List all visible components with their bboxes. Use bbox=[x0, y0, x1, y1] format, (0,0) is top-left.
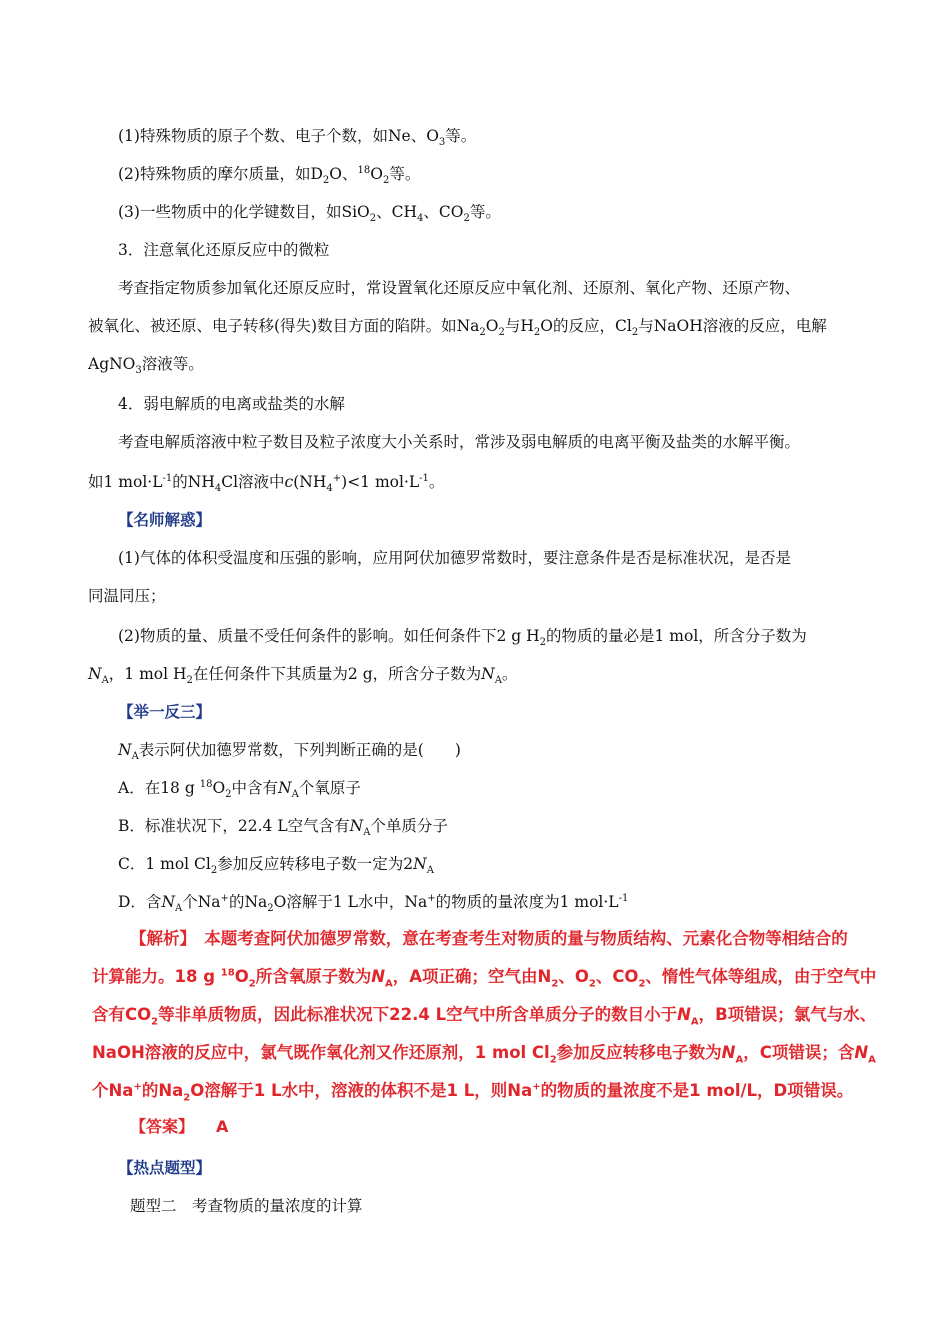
text: (3)一些物质中的化学键数目，如SiO bbox=[118, 203, 370, 221]
superscript: + bbox=[532, 1081, 541, 1093]
text: ，1 mol H bbox=[108, 665, 187, 683]
text: 等非单质物质，因此标准状况下22.4 L空气中所含单质分子的数目小于 bbox=[158, 1005, 678, 1024]
section-4-heading: 4．弱电解质的电离或盐类的水解 bbox=[118, 395, 345, 413]
analysis-line-5 bbox=[92, 1080, 853, 1102]
teacher-line-1: (1)气体的体积受温度和压强的影响，应用阿伏加德罗常数时，要注意条件是否是标准状况，是否是 bbox=[118, 549, 791, 567]
section-4-para-line-2 bbox=[88, 472, 445, 495]
text: (1)特殊物质的原子个数、电子个数，如Ne、O bbox=[118, 127, 439, 145]
subscript: 2 bbox=[549, 1054, 557, 1066]
superscript: + bbox=[332, 472, 342, 484]
text: 。 bbox=[501, 665, 518, 683]
answer-line bbox=[130, 1116, 228, 1138]
subscript: 2 bbox=[551, 978, 559, 990]
point-2 bbox=[118, 164, 421, 187]
text: ，A项正确；空气由N bbox=[392, 967, 552, 986]
text: N bbox=[854, 1043, 869, 1062]
analysis-line-2 bbox=[92, 966, 876, 988]
text: C．1 mol Cl bbox=[118, 855, 211, 873]
section-3-para-line-2 bbox=[88, 316, 827, 339]
option-b bbox=[118, 816, 448, 839]
subscript: 2 bbox=[631, 327, 639, 339]
text: O的反应，Cl bbox=[540, 317, 632, 335]
subscript: 2 bbox=[267, 903, 274, 915]
subscript: A bbox=[868, 1054, 876, 1066]
text: 中含有 bbox=[231, 779, 279, 797]
text: N bbox=[677, 1005, 691, 1024]
teacher-line-3 bbox=[118, 626, 807, 649]
subscript: 3 bbox=[438, 137, 446, 149]
subscript: A bbox=[363, 827, 371, 839]
subscript: 2 bbox=[498, 327, 505, 339]
hot-topic-tag: 【热点题型】 bbox=[118, 1158, 212, 1177]
text: O bbox=[370, 165, 383, 183]
subscript: 2 bbox=[479, 327, 486, 339]
text: 在任何条件下其质量为2 g，所含分子数为 bbox=[192, 665, 482, 683]
text: 等。 bbox=[445, 127, 477, 145]
text: O bbox=[485, 317, 499, 335]
text: 的NH bbox=[172, 473, 215, 491]
text: 。 bbox=[428, 473, 445, 491]
text: 被氧化、被还原、电子转移(得失)数目方面的陷阱。如Na bbox=[88, 317, 480, 335]
subscript: 4 bbox=[326, 483, 333, 495]
text: AgNO bbox=[88, 355, 136, 373]
text: 、CH bbox=[376, 203, 418, 221]
option-a bbox=[118, 778, 361, 801]
text: N bbox=[278, 779, 292, 797]
text: Cl溶液中 bbox=[221, 473, 285, 491]
superscript: + bbox=[220, 892, 229, 904]
point-3 bbox=[118, 202, 501, 225]
text: 参加反应转移电子数为 bbox=[556, 1043, 722, 1062]
subscript: 2 bbox=[369, 213, 377, 225]
text: 、惰性气体等组成，由于空气中 bbox=[645, 967, 877, 986]
text: O溶解于1 L水中，Na bbox=[273, 893, 428, 911]
subscript: 2 bbox=[248, 978, 256, 990]
text: (NH bbox=[293, 473, 327, 491]
text: 、CO bbox=[595, 967, 639, 986]
text: c bbox=[284, 473, 294, 491]
text: NaOH溶液的反应中，氯气既作氧化剂又作还原剂，1 mol Cl bbox=[92, 1043, 550, 1062]
analysis-line-3 bbox=[92, 1004, 876, 1026]
superscript: -1 bbox=[162, 472, 173, 484]
section-4-para-line-1: 考查电解质溶液中粒子数目及粒子浓度大小关系时，常涉及弱电解质的电离平衡及盐类的水解平衡。 bbox=[118, 433, 801, 451]
text: 如1 mol·L bbox=[88, 473, 163, 491]
text: 表示阿伏加德罗常数，下列判断正确的是( ) bbox=[138, 741, 461, 759]
text: 的物质的量浓度不是1 mol/L，D项错误。 bbox=[540, 1081, 854, 1100]
text: 参加反应转移电子数一定为2 bbox=[217, 855, 414, 873]
text: ，C项错误；含 bbox=[743, 1043, 855, 1062]
subscript: 2 bbox=[463, 213, 470, 225]
text: N bbox=[349, 817, 364, 835]
superscript: + bbox=[133, 1081, 142, 1093]
text: 所含氧原子数为 bbox=[255, 967, 372, 986]
text: O溶解于1 L水中，溶液的体积不是1 L，则Na bbox=[190, 1081, 533, 1100]
subscript: 2 bbox=[533, 327, 541, 339]
text: A．在18 g bbox=[118, 779, 200, 797]
subscript: A bbox=[494, 675, 502, 687]
text: N bbox=[481, 665, 495, 683]
option-c bbox=[118, 854, 434, 877]
text: 计算能力。18 g bbox=[92, 967, 221, 986]
subscript: 2 bbox=[210, 865, 218, 877]
text: O bbox=[234, 967, 249, 986]
subscript: 2 bbox=[322, 175, 330, 187]
subscript: 2 bbox=[638, 978, 646, 990]
text: 个Na bbox=[92, 1081, 134, 1100]
text: 的物质的量浓度为1 mol·L bbox=[435, 893, 619, 911]
text: O、 bbox=[329, 165, 358, 183]
superscript: -1 bbox=[618, 892, 629, 904]
subscript: 2 bbox=[588, 978, 596, 990]
subscript: A bbox=[385, 978, 393, 990]
subscript: 2 bbox=[382, 175, 390, 187]
text: 溶液等。 bbox=[141, 355, 204, 373]
text: N bbox=[413, 855, 427, 873]
superscript: -1 bbox=[419, 472, 429, 484]
example-tag: 【举一反三】 bbox=[118, 702, 212, 721]
subscript: 3 bbox=[135, 365, 142, 377]
text: 个氧原子 bbox=[298, 779, 361, 797]
text: 、CO bbox=[423, 203, 464, 221]
text: 的Na bbox=[141, 1081, 184, 1100]
hot-topic-title: 题型二 考查物质的量浓度的计算 bbox=[130, 1197, 363, 1215]
subscript: 2 bbox=[183, 1092, 191, 1104]
text: (2)物质的量、质量不受任何条件的影响。如任何条件下2 g H bbox=[118, 627, 540, 645]
section-3-heading: 3．注意氧化还原反应中的微粒 bbox=[118, 241, 330, 259]
superscript: 18 bbox=[220, 967, 235, 979]
question-stem bbox=[118, 740, 461, 763]
point-1 bbox=[118, 126, 477, 149]
subscript: A bbox=[735, 1054, 744, 1066]
subscript: A bbox=[690, 1016, 699, 1028]
subscript: 4 bbox=[214, 483, 222, 495]
text: 的Na bbox=[228, 893, 268, 911]
text: )<1 mol·L bbox=[341, 473, 420, 491]
subscript: A bbox=[291, 789, 299, 801]
superscript: + bbox=[427, 892, 436, 904]
option-d bbox=[118, 892, 629, 915]
section-3-para-line-3 bbox=[88, 354, 204, 377]
superscript: 18 bbox=[199, 778, 213, 790]
answer-tag: 【答案】 bbox=[130, 1117, 195, 1136]
text: N bbox=[161, 893, 175, 911]
text: N bbox=[371, 967, 385, 986]
text: 个单质分子 bbox=[370, 817, 448, 835]
text: O bbox=[212, 779, 226, 797]
text: N bbox=[88, 665, 102, 683]
subscript: 2 bbox=[539, 637, 546, 649]
text: 的物质的量必是1 mol，所含分子数为 bbox=[546, 627, 807, 645]
superscript: 18 bbox=[357, 164, 371, 176]
text: 等。 bbox=[389, 165, 421, 183]
answer-value: A bbox=[216, 1117, 229, 1136]
text: ，B项错误；氯气与水、 bbox=[698, 1005, 877, 1024]
subscript: 2 bbox=[151, 1016, 159, 1028]
text: 含有CO bbox=[92, 1005, 152, 1024]
text: 与NaOH溶液的反应，电解 bbox=[638, 317, 827, 335]
analysis-line-1: 【解析】 本题考查阿伏加德罗常数，意在考查考生对物质的量与物质结构、元素化合物等相结合的 bbox=[130, 929, 848, 948]
text: D．含 bbox=[118, 893, 162, 911]
subscript: A bbox=[131, 751, 139, 763]
text: 个Na bbox=[182, 893, 221, 911]
section-3-para-line-1: 考查指定物质参加氧化还原反应时，常设置氧化还原反应中氧化剂、还原剂、氧化产物、还原产物、 bbox=[118, 279, 801, 297]
teacher-explanation-tag: 【名师解惑】 bbox=[118, 510, 212, 529]
text: 与H bbox=[504, 317, 534, 335]
subscript: A bbox=[426, 865, 434, 877]
text: (2)特殊物质的摩尔质量，如D bbox=[118, 165, 323, 183]
text: N bbox=[118, 741, 132, 759]
text: 、O bbox=[558, 967, 589, 986]
subscript: 2 bbox=[186, 675, 193, 687]
analysis-line-4 bbox=[92, 1042, 876, 1064]
subscript: A bbox=[175, 903, 183, 915]
subscript: 4 bbox=[417, 213, 424, 225]
text: N bbox=[721, 1043, 736, 1062]
subscript: A bbox=[101, 675, 109, 687]
text: 等。 bbox=[469, 203, 501, 221]
text: B．标准状况下，22.4 L空气含有 bbox=[118, 817, 350, 835]
teacher-line-4 bbox=[88, 664, 518, 687]
subscript: 2 bbox=[225, 789, 232, 801]
teacher-line-2: 同温同压； bbox=[88, 587, 166, 605]
